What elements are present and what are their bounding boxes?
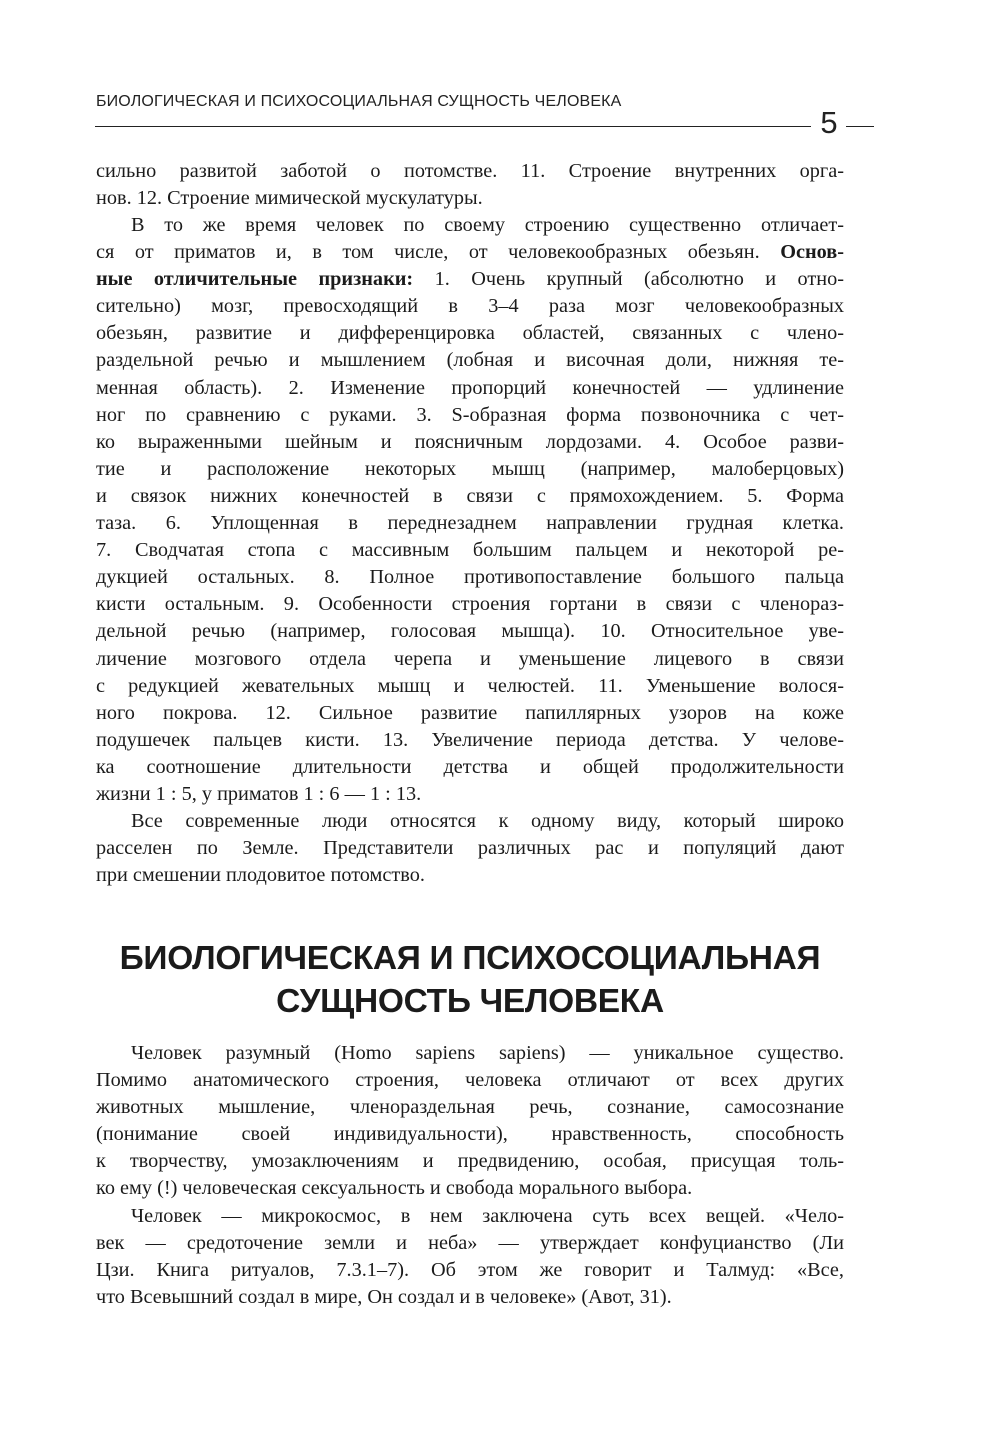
text-line: сительно) мозг, превосходящий в 3–4 раза мозг человекообразных: [96, 295, 844, 318]
bold-term: Основ-: [780, 241, 844, 264]
text-line: что Всевышний создал в мире, Он создал и в человеке» (Авот, 31).: [96, 1286, 672, 1309]
section-heading: [96, 937, 844, 1023]
text-line: при смешении плодовитое потомство.: [96, 864, 425, 887]
section-heading-line: СУЩНОСТЬ ЧЕЛОВЕКА: [276, 983, 664, 1020]
text-line: [96, 266, 844, 293]
text-line: с редукцией жевательных мышц и челюстей. 11. Уменьшение волося-: [96, 674, 844, 697]
text-line: (понимание своей индивидуальности), нравственность, способность: [96, 1123, 844, 1146]
text-line: [96, 239, 844, 266]
text-line: ка соотношение длительности детства и общей продолжительности: [96, 755, 844, 778]
text-line: ко выраженными шейным и поясничным лордозами. 4. Особое разви-: [96, 430, 844, 453]
text-line: ко ему (!) человеческая сексуальность и свобода морального выбора.: [96, 1177, 693, 1200]
header-rule: [95, 126, 811, 127]
homo-sapiens-paragraph: [96, 1040, 844, 1203]
text-line: обезьян, развитие и дифференцировка областей, связанных с члено-: [96, 322, 844, 345]
text-line: нов. 12. Строение мимической мускулатуры.: [96, 187, 483, 210]
text-line: к творчеству, умозаключениям и предвидению, особая, присущая толь-: [96, 1150, 844, 1173]
text-line: тие и расположение некоторых мышц (например, малоберцовых): [96, 457, 844, 480]
text-line: менная область). 2. Изменение пропорций конечностей — удлинение: [96, 376, 844, 399]
text-line: подушечек пальцев кисти. 13. Увеличение периода детства. У челове-: [96, 728, 844, 751]
text-line: раздельной речью и мышлением (лобная и височная доли, нижняя те-: [96, 349, 844, 372]
text-fragment: 1. Очень крупный (абсолютно и отно-: [413, 268, 844, 291]
text-line: личение мозгового отдела черепа и уменьшение лицевого в связи: [96, 647, 844, 670]
text-line: Человек разумный (Homo sapiens sapiens) — уникальное существо.: [131, 1042, 844, 1064]
text-line: дукцией остальных. 8. Полное противопоставление большого пальца: [96, 566, 844, 589]
text-line: век — средоточение земли и неба» — утверждает конфуцианство (Ли: [96, 1232, 844, 1255]
page-number: 5: [820, 105, 838, 140]
text-line: кисти остальным. 9. Особенности строения гортани в связи с членораз-: [96, 593, 844, 616]
text-line: ного покрова. 12. Сильное развитие папиллярных узоров на коже: [96, 701, 844, 724]
bold-term: ные отличительные признаки:: [96, 268, 414, 291]
text-line: ног по сравнению с руками. 3. S-образная форма позвоночника с чет-: [96, 403, 844, 426]
text-line: сильно развитой заботой о потомстве. 11. Строение внутренних орга-: [96, 160, 844, 182]
text-line: Все современные люди относятся к одному виду, который широко: [131, 810, 844, 832]
text-line: дельной речью (например, голосовая мышца). 10. Относительное уве-: [96, 620, 844, 643]
header-rule-right: [846, 126, 874, 127]
text-line: и связок нижних конечностей в связи с прямохождением. 5. Форма: [96, 484, 844, 507]
microcosm-paragraph: [96, 1203, 844, 1311]
text-fragment: ся от приматов и, в том числе, от человекообразных обезьян.: [96, 241, 781, 264]
section-heading-line: БИОЛОГИЧЕСКАЯ И ПСИХОСОЦИАЛЬНАЯ: [119, 940, 821, 977]
text-line: жизни 1 : 5, у приматов 1 : 6 — 1 : 13.: [96, 782, 422, 805]
text-line: Человек — микрокосмос, в нем заключена суть всех вещей. «Чело-: [131, 1205, 844, 1227]
text-line: расселен по Земле. Представители различных рас и популяций дают: [96, 837, 844, 860]
text-line: животных мышление, членораздельная речь, сознание, самосознание: [96, 1096, 844, 1119]
text-line: Помимо анатомического строения, человека отличают от всех других: [96, 1069, 844, 1092]
differences-paragraph: [96, 212, 844, 808]
text-line: 7. Сводчатая стопа с массивным большим пальцем и некоторой ре-: [96, 539, 844, 562]
text-line: таза. 6. Уплощенная в переднезаднем направлении грудная клетка.: [96, 512, 844, 535]
continuation-paragraph: [96, 158, 844, 212]
running-head-title: БИОЛОГИЧЕСКАЯ И ПСИХОСОЦИАЛЬНАЯ СУЩНОСТЬ ЧЕЛОВЕКА: [96, 93, 622, 110]
species-paragraph: [96, 808, 844, 889]
text-line: Цзи. Книга ритуалов, 7.3.1–7). Об этом же говорит и Талмуд: «Все,: [96, 1259, 844, 1282]
text-line: В то же время человек по своему строению существенно отличает-: [131, 214, 844, 236]
